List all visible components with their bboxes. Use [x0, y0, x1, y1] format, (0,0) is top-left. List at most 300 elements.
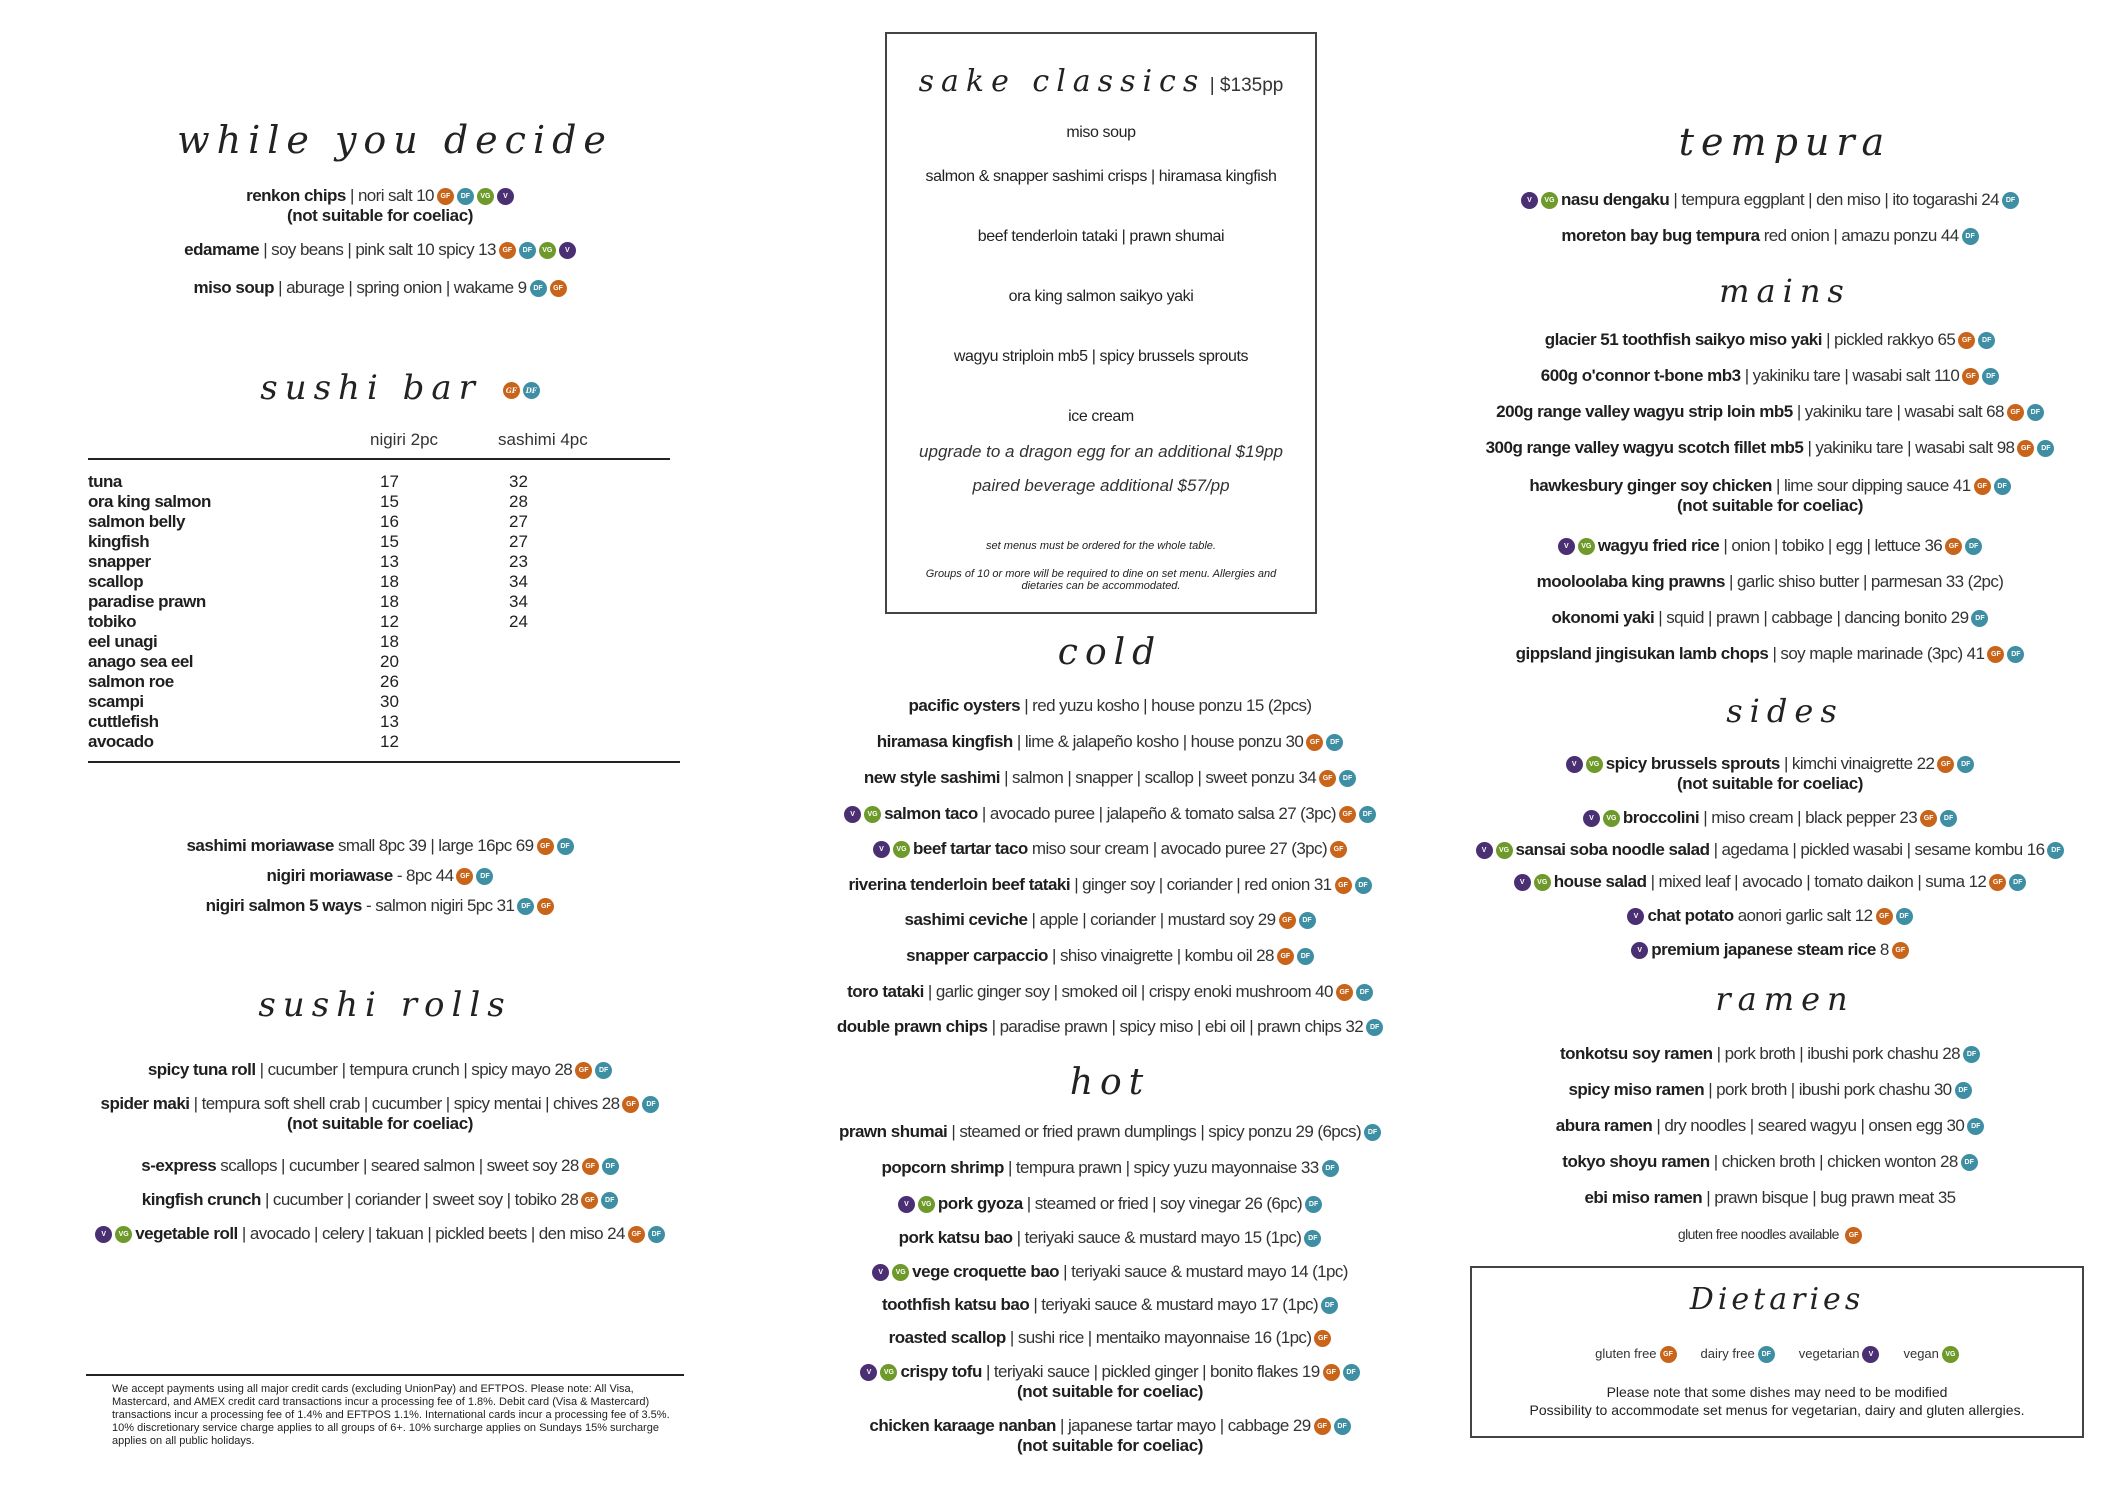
menu-item-line	[60, 1094, 700, 1114]
nigiri-price: 18	[380, 592, 399, 611]
gf-badge: GF	[550, 280, 567, 297]
v-badge: V	[1521, 192, 1538, 209]
menu-item-description: | dry noodles | seared wagyu | onsen egg 30	[1652, 1116, 1965, 1135]
df-badge: DF	[1957, 756, 1974, 773]
vg-badge: VG	[1586, 756, 1603, 773]
gf-badge: GF	[1974, 478, 1991, 495]
menu-item	[60, 896, 700, 916]
nigiri-price: 12	[380, 732, 399, 751]
gf-badge: GF	[503, 382, 520, 399]
nigiri-header: nigiri 2pc	[370, 430, 439, 449]
menu-item-line	[770, 732, 1450, 752]
menu-item	[770, 946, 1450, 966]
menu-item-line	[1430, 808, 2110, 828]
dietaries-legend	[1472, 1346, 2082, 1363]
menu-item	[770, 1122, 1450, 1142]
gf-badge: GF	[581, 1192, 598, 1209]
df-badge: DF	[1299, 912, 1316, 929]
gf-badge: GF	[456, 868, 473, 885]
menu-item-name: salmon taco	[884, 804, 978, 823]
menu-item-description: | ginger soy | coriander | red onion 31	[1070, 875, 1332, 894]
menu-item-line	[1430, 476, 2110, 496]
dietary-badges	[434, 186, 514, 205]
menu-item	[1430, 1116, 2110, 1136]
dietary-badges	[625, 1224, 665, 1243]
nigiri-price: 17	[380, 472, 399, 491]
menu-item-name: 300g range valley wagyu scotch fillet mb5	[1485, 438, 1804, 457]
menu-item-note: (not suitable for coeliac)	[286, 1114, 474, 1133]
menu-item	[60, 278, 700, 298]
v-badge: V	[898, 1196, 915, 1213]
menu-item-name: moreton bay bug tempura	[1561, 226, 1760, 245]
sushi-name: salmon roe	[88, 672, 174, 691]
menu-item-description: | prawn bisque | bug prawn meat 35	[1702, 1188, 1956, 1207]
dietaries-note-1: Please note that some dishes may need to be modified	[1606, 1384, 1948, 1400]
v-badge: V	[559, 242, 576, 259]
menu-item-line	[1430, 940, 2110, 960]
menu-item-description: | teriyaki sauce & mustard mayo 14 (1pc)	[1059, 1262, 1348, 1281]
menu-item-line	[60, 1156, 700, 1176]
menu-item-line	[1430, 840, 2110, 860]
menu-item-description: - salmon nigiri 5pc 31	[361, 896, 515, 915]
menu-item-line	[770, 1262, 1450, 1282]
v-badge: V	[873, 841, 890, 858]
menu-item	[770, 910, 1450, 930]
table-row	[88, 592, 678, 612]
menu-item-name: pacific oysters	[908, 696, 1021, 715]
gf-badge: GF	[1945, 538, 1962, 555]
menu-item	[60, 866, 700, 886]
dietary-prefix-badges	[1627, 906, 1647, 925]
menu-item-description: | teriyaki sauce & mustard mayo 15 (1pc)	[1012, 1228, 1302, 1247]
menu-item	[770, 768, 1450, 788]
nigiri-price: 26	[380, 672, 399, 691]
menu-item-description: | nori salt 10	[345, 186, 434, 205]
menu-item-name: ebi miso ramen	[1584, 1188, 1703, 1207]
payments-rule	[86, 1374, 684, 1376]
menu-item-name: premium japanese steam rice	[1651, 940, 1876, 959]
menu-item-description: | agedama | pickled wasabi | sesame kombu 16	[1709, 840, 2045, 859]
menu-item-description: | yakiniku tare | wasabi salt 68	[1792, 402, 2004, 421]
sashimi-price: 34	[509, 592, 528, 611]
sushi-name: eel unagi	[88, 632, 158, 651]
dietary-badges	[514, 896, 554, 915]
menu-item-name: kingfish crunch	[141, 1190, 261, 1209]
dietary-badges	[1301, 1228, 1321, 1247]
sashimi-price: 23	[509, 552, 528, 571]
menu-item-note: (not suitable for coeliac)	[1676, 774, 1864, 793]
sashimi-price: 32	[509, 472, 528, 491]
df-badge: DF	[1940, 810, 1957, 827]
menu-item	[60, 1156, 700, 1176]
menu-item-name: tokyo shoyu ramen	[1562, 1152, 1710, 1171]
gf-badge: GF	[1958, 332, 1975, 349]
menu-item	[770, 804, 1450, 824]
dietary-badges	[1942, 536, 1982, 555]
menu-item-name: spicy brussels sprouts	[1605, 754, 1780, 773]
df-badge: DF	[648, 1226, 665, 1243]
dietary-badges	[496, 240, 576, 259]
menu-item	[1430, 438, 2110, 458]
df-badge: DF	[1366, 1019, 1383, 1036]
dietary-prefix-badges	[1558, 536, 1598, 555]
vg-badge: VG	[864, 806, 881, 823]
vg-badge: VG	[892, 1264, 909, 1281]
nigiri-price: 13	[380, 712, 399, 731]
sake-classics-price: | $135pp	[1209, 75, 1284, 96]
menu-item	[770, 696, 1450, 716]
menu-item-line	[770, 1158, 1450, 1178]
menu-item-line	[1430, 1188, 2110, 1208]
menu-item-name: hiramasa kingfish	[876, 732, 1013, 751]
nigiri-price: 30	[380, 692, 399, 711]
menu-item-name: pork gyoza	[937, 1194, 1023, 1213]
menu-item-description: | garlic shiso butter | parmesan 33 (2pc)	[1724, 572, 2004, 591]
df-badge: DF	[1305, 1196, 1322, 1213]
dietary-badges	[1964, 1116, 1984, 1135]
dietary-badges	[2044, 840, 2064, 859]
menu-item	[1430, 754, 2110, 794]
menu-item-line	[1430, 906, 2110, 926]
menu-item-name: vegetable roll	[135, 1224, 238, 1243]
menu-item-line	[1430, 1152, 2110, 1172]
df-badge: DF	[2027, 404, 2044, 421]
menu-item-line	[60, 186, 700, 206]
dietary-badges	[527, 278, 567, 297]
menu-item-name: tonkotsu soy ramen	[1560, 1044, 1713, 1063]
sake-course: beef tenderloin tataki | prawn shumai	[977, 228, 1225, 245]
v-badge: V	[1566, 756, 1583, 773]
mains-title: mains	[1719, 272, 1851, 310]
dietary-badges	[578, 1190, 618, 1209]
df-badge: DF	[2002, 192, 2019, 209]
menu-item	[1430, 872, 2110, 892]
menu-item-description: | avocado | celery | takuan | pickled beets | den miso 24	[237, 1224, 625, 1243]
menu-item-name: roasted scallop	[888, 1328, 1006, 1347]
menu-item	[1430, 840, 2110, 860]
table-row	[88, 532, 678, 552]
dietary-badges	[1960, 1044, 1980, 1063]
menu-item-description: red onion | amazu ponzu 44	[1759, 226, 1959, 245]
dietary-badges	[1873, 906, 1913, 925]
gluten-free-noodles-text: gluten free noodles available	[1677, 1226, 1839, 1242]
tempura-title: tempura	[1678, 120, 1892, 164]
v-badge: V	[497, 188, 514, 205]
menu-item-name: sansai soba noodle salad	[1515, 840, 1710, 859]
df-badge: DF	[1364, 1124, 1381, 1141]
table-row	[88, 572, 678, 592]
menu-item-name: house salad	[1553, 872, 1647, 891]
dietary-badges	[453, 866, 493, 885]
menu-item-line	[770, 839, 1450, 859]
menu-item	[1430, 366, 2110, 386]
df-badge: DF	[1994, 478, 2011, 495]
gf-badge: GF	[1319, 770, 1336, 787]
hot-title: hot	[1069, 1062, 1151, 1103]
menu-item	[1430, 536, 2110, 556]
sushi-name: tobiko	[88, 612, 136, 631]
gf-badge: GF	[2007, 404, 2024, 421]
menu-item-line	[1430, 366, 2110, 386]
df-badge: DF	[1343, 1364, 1360, 1381]
dietaries-note-2: Possibility to accommodate set menus for vegetarian, dairy and gluten allergies.	[1529, 1402, 2025, 1418]
gf-badge: GF	[537, 838, 554, 855]
menu-item-name: vege croquette bao	[912, 1262, 1060, 1281]
gf-badge: GF	[1989, 874, 2006, 891]
menu-item	[770, 1228, 1450, 1248]
menu-item-name: chat potato	[1647, 906, 1734, 925]
gf-badge: GF	[1962, 368, 1979, 385]
menu-item-name: riverina tenderloin beef tataki	[848, 875, 1071, 894]
vg-badge: VG	[918, 1196, 935, 1213]
nigiri-price: 13	[380, 552, 399, 571]
menu-item-line	[1430, 536, 2110, 556]
while-you-decide-title: while you decide	[177, 118, 613, 162]
menu-item-description: | paradise prawn | spicy miso | ebi oil | prawn chips 32	[987, 1017, 1364, 1036]
vg-badge: VG	[1603, 810, 1620, 827]
sushi-name: salmon belly	[88, 512, 185, 531]
menu-item-name: sashimi moriawase	[186, 836, 334, 855]
menu-item	[770, 1158, 1450, 1178]
menu-item-line	[60, 1190, 700, 1210]
menu-item	[770, 875, 1450, 895]
table-row	[88, 492, 678, 512]
dietary-badges	[1955, 330, 1995, 349]
sashimi-price: 27	[509, 512, 528, 531]
gf-badge: GF	[537, 898, 554, 915]
sake-classics-box	[885, 32, 1317, 614]
dietary-prefix-badges	[898, 1194, 938, 1213]
menu-item-description: scallops | cucumber | seared salmon | sweet soy 28	[216, 1156, 579, 1175]
dietary-badges	[1311, 1328, 1331, 1347]
table-top-rule	[88, 458, 670, 460]
df-badge: DF	[1297, 948, 1314, 965]
gf-badge: GF	[1920, 810, 1937, 827]
menu-item-name: nigiri salmon 5 ways	[205, 896, 362, 915]
menu-item-description: small 8pc 39 | large 16pc 69	[333, 836, 534, 855]
df-badge: DF	[2007, 646, 2024, 663]
nigiri-price: 15	[380, 532, 399, 551]
vg-badge: VG	[880, 1364, 897, 1381]
dietary-badges	[1333, 982, 1373, 1001]
menu-item	[1430, 1152, 2110, 1172]
menu-item-line	[1430, 1080, 2110, 1100]
menu-item-name: nigiri moriawase	[266, 866, 393, 885]
table-row	[88, 472, 678, 492]
gf-badge: GF	[1660, 1346, 1677, 1363]
dietary-badges	[1959, 366, 1999, 385]
gf-badge: GF	[1892, 942, 1909, 959]
menu-item-description: | steamed or fried | soy vinegar 26 (6pc)	[1022, 1194, 1303, 1213]
df-badge: DF	[1326, 734, 1343, 751]
sushi-name: ora king salmon	[88, 492, 211, 511]
menu-item-name: sashimi ceviche	[904, 910, 1028, 929]
sashimi-price: 27	[509, 532, 528, 551]
sushi-rolls-title: sushi rolls	[258, 985, 512, 1025]
menu-item	[770, 1017, 1450, 1037]
dietary-prefix-badges	[860, 1362, 900, 1381]
menu-item-line	[770, 1194, 1450, 1214]
df-badge: DF	[457, 188, 474, 205]
dietary-badges	[1363, 1017, 1383, 1036]
menu-item-description: | teriyaki sauce | pickled ginger | bonito flakes 19	[981, 1362, 1320, 1381]
df-badge: DF	[1962, 228, 1979, 245]
dietaries-box	[1470, 1266, 2084, 1438]
menu-item-description: | tempura prawn | spicy yuzu mayonnaise 33	[1003, 1158, 1319, 1177]
dietaries-title: Dietaries	[1689, 1282, 1865, 1317]
dietary-badges	[1959, 226, 1979, 245]
table-row	[88, 712, 678, 732]
df-badge: DF	[1304, 1230, 1321, 1247]
menu-item-description: | teriyaki sauce & mustard mayo 17 (1pc)	[1029, 1295, 1319, 1314]
sides-title: sides	[1726, 692, 1844, 730]
menu-item-line	[1430, 330, 2110, 350]
dietary-badges	[1327, 839, 1347, 858]
menu-item-description: | avocado puree | jalapeño & tomato salsa 27 (3pc)	[977, 804, 1336, 823]
legend-label: gluten free	[1595, 1346, 1657, 1361]
v-badge: V	[1631, 942, 1648, 959]
menu-item-description: | lime & jalapeño kosho | house ponzu 30	[1012, 732, 1304, 751]
menu-item-description: | sushi rice | mentaiko mayonnaise 16 (1pc)	[1005, 1328, 1312, 1347]
menu-item-name: snapper carpaccio	[906, 946, 1048, 965]
menu-item-name: hawkesbury ginger soy chicken	[1529, 476, 1772, 495]
menu-item-name: s-express	[141, 1156, 217, 1175]
gf-badge: GF	[582, 1158, 599, 1175]
v-badge: V	[844, 806, 861, 823]
dietary-prefix-badges	[1631, 940, 1651, 959]
table-row	[88, 672, 678, 692]
menu-item-description: | soy maple marinade (3pc) 41	[1768, 644, 1985, 663]
df-badge: DF	[601, 1192, 618, 1209]
sake-classics-title: sake classics	[918, 64, 1206, 99]
dietary-badges	[1971, 476, 2011, 495]
df-badge: DF	[1356, 984, 1373, 1001]
df-badge: DF	[557, 838, 574, 855]
menu-item-line	[770, 910, 1450, 930]
menu-item-line	[1430, 644, 2110, 664]
dietary-badges	[1361, 1122, 1381, 1141]
menu-item-description: | aburage | spring onion | wakame 9	[274, 278, 527, 297]
menu-item-name: toothfish katsu bao	[881, 1295, 1030, 1314]
dietary-prefix-badges	[1566, 754, 1606, 773]
menu-item-name: mooloolaba king prawns	[1536, 572, 1725, 591]
menu-item-line	[1430, 226, 2110, 246]
dietary-prefix-badges	[1476, 840, 1516, 859]
vg-badge: VG	[1541, 192, 1558, 209]
sake-title-row	[887, 64, 1315, 99]
df-badge: DF	[595, 1062, 612, 1079]
sashimi-price: 28	[509, 492, 528, 511]
v-badge: V	[1862, 1346, 1879, 1363]
sushi-bar-title	[240, 368, 560, 408]
gf-badge: GF	[1336, 984, 1353, 1001]
menu-item-line	[770, 946, 1450, 966]
sake-paired: paired beverage additional $57/pp	[972, 476, 1230, 495]
df-badge: DF	[2047, 842, 2064, 859]
menu-item-name: 200g range valley wagyu strip loin mb5	[1496, 402, 1793, 421]
menu-item-line	[770, 1328, 1450, 1348]
dietary-badges	[579, 1156, 619, 1175]
sashimi-price: 34	[509, 572, 528, 591]
gf-badge: GF	[1306, 734, 1323, 751]
menu-item-description: | yakiniku tare | wasabi salt 110	[1740, 366, 1960, 385]
gf-badge: GF	[1339, 806, 1356, 823]
gf-badge: GF	[1937, 756, 1954, 773]
menu-item-name: spider maki	[100, 1094, 190, 1113]
menu-item	[770, 1295, 1450, 1315]
menu-item-description: aonori garlic salt 12	[1733, 906, 1873, 925]
menu-item	[60, 186, 700, 226]
df-badge: DF	[1967, 1118, 1984, 1135]
sake-course: ice cream	[1068, 408, 1134, 425]
legend-label: vegetarian	[1798, 1346, 1860, 1361]
menu-item	[1430, 476, 2110, 516]
nigiri-price: 15	[380, 492, 399, 511]
dietary-badges	[1917, 808, 1957, 827]
legend-item	[1903, 1346, 1958, 1361]
df-badge: DF	[602, 1158, 619, 1175]
gf-badge: GF	[1279, 912, 1296, 929]
dietary-badges	[1999, 190, 2019, 209]
menu-item-line	[60, 836, 700, 856]
menu-item-name: nasu dengaku	[1560, 190, 1670, 209]
menu-item-line	[770, 696, 1450, 716]
menu-item-note: (not suitable for coeliac)	[286, 206, 474, 225]
menu-item-name: toro tataki	[847, 982, 924, 1001]
df-badge: DF	[1758, 1346, 1775, 1363]
menu-item-description: miso sour cream | avocado puree 27 (3pc)	[1027, 839, 1328, 858]
df-badge: DF	[1322, 1160, 1339, 1177]
menu-item	[1430, 1044, 2110, 1064]
df-badge: DF	[1965, 538, 1982, 555]
menu-item-description: | cucumber | coriander | sweet soy | tobiko 28	[260, 1190, 579, 1209]
menu-item-line	[60, 278, 700, 298]
dietary-prefix-badges	[1583, 808, 1623, 827]
dietary-badges	[1303, 732, 1343, 751]
df-badge: DF	[1321, 1297, 1338, 1314]
menu-item-line	[770, 1228, 1450, 1248]
menu-item-name: pork katsu bao	[898, 1228, 1013, 1247]
sushi-name: snapper	[88, 552, 151, 571]
dietary-badges	[1958, 1152, 1978, 1171]
vg-badge: VG	[115, 1226, 132, 1243]
menu-item-name: popcorn shrimp	[881, 1158, 1004, 1177]
menu-item	[770, 1194, 1450, 1214]
gf-badge: GF	[1277, 948, 1294, 965]
payments-note: We accept payments using all major credit cards (excluding UnionPay) and EFTPOS. Please note: All Visa, Mastercard, and AMEX credit card transactions incur a processing fee of 1.8%. Debit card (Visa & Mastercard) transactions incur a processing fee of 1.4% and EFTPOS 1.1%. International cards incur a processing fee of 3.5%. 10% discretionary service charge applies to all groups of 6+. 10% surcharge applies on Sundays 15% surcharge applies on all public holidays.	[112, 1383, 670, 1447]
v-badge: V	[1627, 908, 1644, 925]
menu-item-name: 600g o'connor t-bone mb3	[1540, 366, 1741, 385]
menu-item-name: spicy miso ramen	[1568, 1080, 1705, 1099]
menu-item-description: | japanese tartar mayo | cabbage 29	[1055, 1416, 1311, 1435]
df-badge: DF	[523, 382, 540, 399]
menu-item	[1430, 190, 2110, 210]
menu-item-name: renkon chips	[246, 186, 346, 205]
menu-item-description: | cucumber | tempura crunch | spicy mayo 28	[255, 1060, 573, 1079]
dietary-badges	[1318, 1295, 1338, 1314]
table-row	[88, 652, 678, 672]
menu-item-name: new style sashimi	[863, 768, 1000, 787]
sake-upgrade: upgrade to a dragon egg for an additional $19pp	[919, 442, 1283, 461]
menu-item-line	[770, 875, 1450, 895]
dietary-prefix-badges	[844, 804, 884, 823]
gf-badge: GF	[575, 1062, 592, 1079]
gf-badge: GF	[2017, 440, 2034, 457]
v-badge: V	[1476, 842, 1493, 859]
menu-item-name: edamame	[184, 240, 260, 259]
v-badge: V	[95, 1226, 112, 1243]
gf-badge: GF	[622, 1096, 639, 1113]
